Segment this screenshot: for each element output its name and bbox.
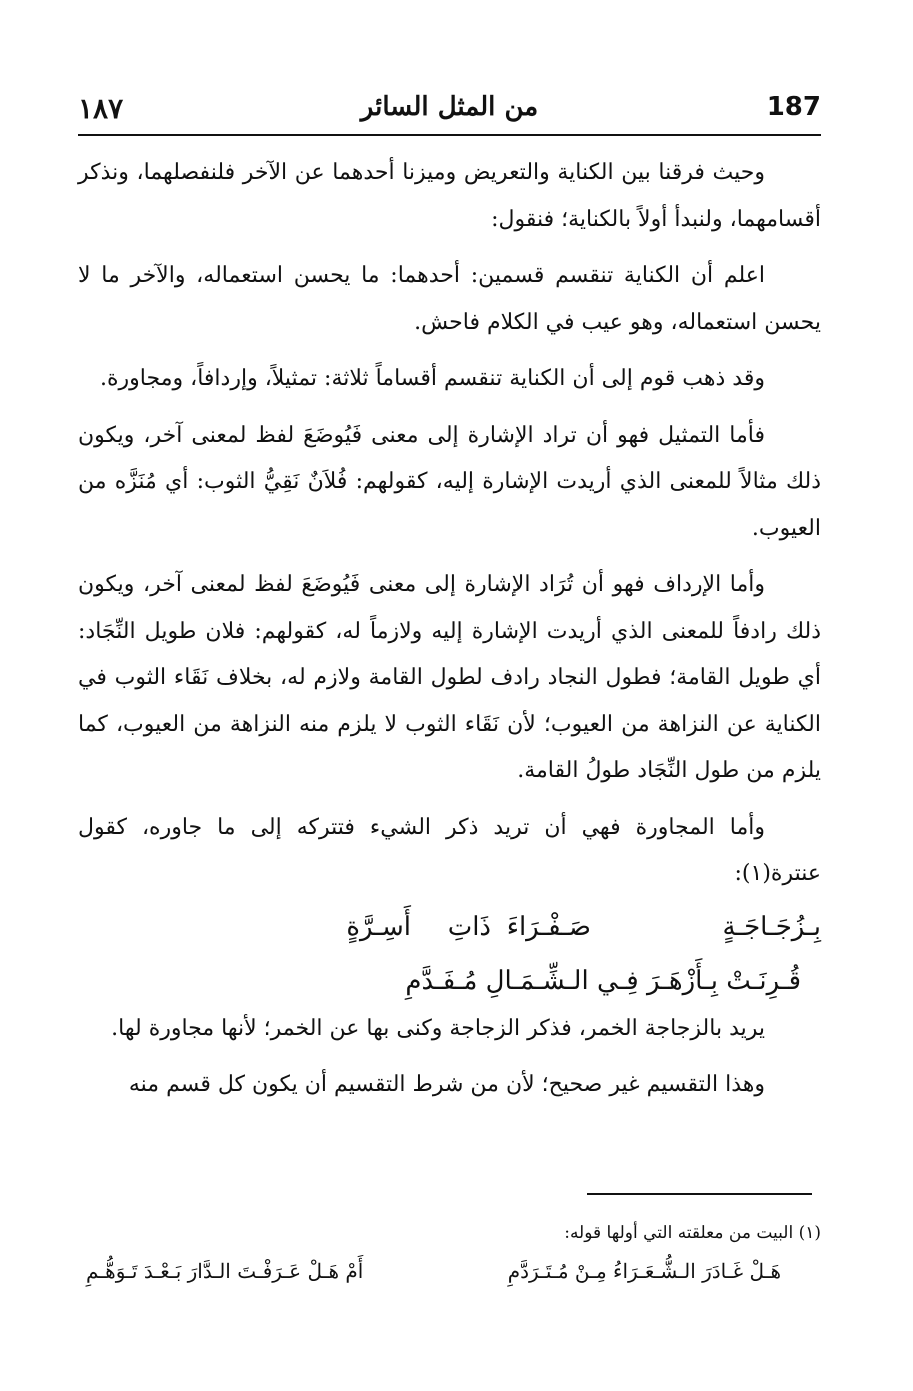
- verse-1-word-1: بِـزُجَـاجَـةٍ: [722, 911, 821, 942]
- footnote: [78, 1218, 821, 1300]
- running-title: من المثل السائر: [360, 92, 539, 122]
- footnote-verse-first-half: هَـلْ غَـادَرَ الـشُّـعَـرَاءُ مِـنْ مُـتَـرَدَّمِ: [507, 1259, 781, 1283]
- main-text: [78, 150, 821, 1119]
- paragraph-6: وأما المجاورة فهي أن تريد ذكر الشيء فتتركه إلى ما جاوره، كقول عنترة(١):: [78, 814, 821, 886]
- paragraph-4: فأما التمثيل فهو أن تراد الإشارة إلى معنى فَيُوضَعَ لفظ لمعنى آخر، ويكون ذلك مثالاً للمعنى الذي أريدت الإشارة إليه، كقولهم: فُلاَنٌ نَقِيُّ الثوب: أي مُنَزَّه من العيوب.: [78, 422, 821, 541]
- footnote-text: (١) البيت من معلقته التي أولها قوله:: [564, 1223, 821, 1243]
- paragraph-7: يريد بالزجاجة الخمر، فذكر الزجاجة وكنى بها عن الخمر؛ لأنها مجاورة لها.: [111, 1015, 765, 1041]
- page-number-arabic: ١٨٧: [78, 92, 124, 125]
- verse-line-2: [78, 952, 821, 1006]
- footnote-verse-second-half: أَمْ هَـلْ عَـرَفْـتَ الـدَّارَ بَـعْـدَ تَـوَهُّـمِ: [86, 1259, 364, 1283]
- paragraph-5: وأما الإرداف فهو أن تُرَاد الإشارة إلى معنى فَيُوضَعَ لفظ لمعنى آخر، ويكون ذلك رادفاً للمعنى الذي أريدت الإشارة إليه ولازماً له، كقولهم: فلان طويل النِّجَاد: أي طويل القامة؛ فطول النجاد رادف لطول القامة ولازم له، بخلاف نَقَاء الثوب في الكناية عن النزاهة من العيوب؛ لأن نَقَاء الثوب لا يلزم منه النزاهة من العيوب، كما يلزم من طول النِّجَاد طولُ القامة.: [78, 572, 821, 783]
- page-header: [78, 92, 821, 132]
- paragraph-2: اعلم أن الكناية تنقسم قسمين: أحدهما: ما يحسن استعماله، والآخر ما لا يحسن استعماله، وهو عيب في الكلام فاحش.: [78, 263, 821, 335]
- verse-2-text: قُـرِنَـتْ بِـأَزْهَـرَ فِـي الـشِّـمَـالِ مُـفَـدَّمِ: [405, 965, 801, 996]
- paragraph-1: وحيث فرقنا بين الكناية والتعريض وميزنا أحدهما عن الآخر فلنفصلهما، ونذكر أقسامهما، ولنبدأ أولاً بالكناية؛ فنقول:: [78, 160, 821, 232]
- footnote-verse: [78, 1248, 821, 1300]
- verse-1-word-4: أَسِـرَّةٍ: [346, 911, 411, 942]
- paragraph-8: وهذا التقسيم غير صحيح؛ لأن من شرط التقسيم أن يكون كل قسم منه: [128, 1072, 765, 1097]
- verse-1-word-3: ذَاتِ: [447, 911, 491, 942]
- verse-1-word-2: صَـفْـرَاءَ: [506, 911, 591, 942]
- paragraph-3: وقد ذهب قوم إلى أن الكناية تنقسم أقساماً ثلاثة: تمثيلاً، وإردافاً، ومجاورة.: [100, 366, 765, 391]
- header-rule: [78, 134, 821, 136]
- verse-line-1: [78, 898, 821, 952]
- footnote-rule: [587, 1193, 812, 1195]
- page-number-latin: 187: [766, 92, 821, 122]
